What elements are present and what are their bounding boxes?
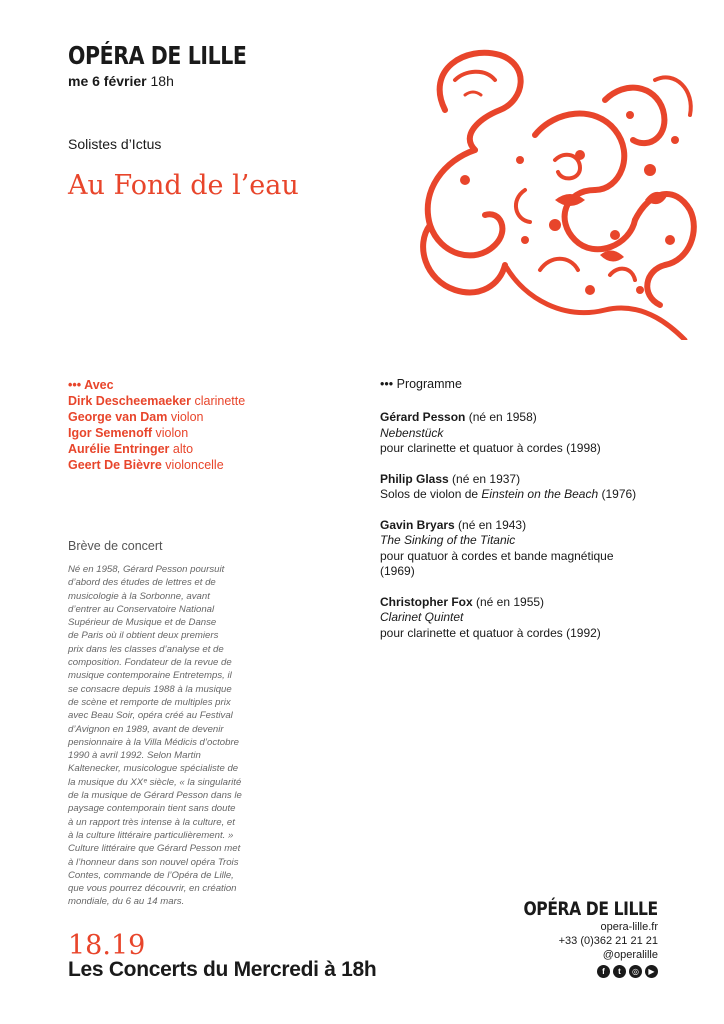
performer-list [68,393,245,473]
concert-title: Au Fond de l’eau [68,170,299,201]
performer-name: George van Dam [68,410,168,424]
performer-name: Aurélie Entringer [68,442,170,456]
phone-number: +33 (0)362 21 21 21 [558,935,658,947]
ornamental-illustration [405,40,705,340]
instagram-icon[interactable]: ◎ [629,965,642,978]
work-heading [380,410,680,426]
composer-dates: (né en 1943) [454,517,527,532]
breve-line: Kaltenecker, musicologue spécialiste de [68,763,239,775]
work-title: Clarinet Quintet [380,610,464,624]
performers-label: ••• Avec [68,378,114,392]
performer-row [68,409,245,425]
breve-line: pensionnaire à la Villa Médicis d’octobre [68,736,240,748]
breve-line: se consacre depuis 1988 à la musique [68,683,232,695]
breve-line: 1990 à avril 1992. Selon Martin [68,750,201,762]
programme-list [380,410,680,656]
work-title: The Sinking of the Titanic [380,533,516,547]
performer-instrument: clarinette [194,394,246,408]
breve-line: de la musique de Gérard Pesson dans le [68,790,242,802]
work-heading [380,472,680,488]
performer-row [68,425,245,441]
programme-work [380,518,680,580]
breve-line: avec Beau Soir, opéra créé au Festival [68,710,233,722]
work-title: Einstein on the Beach [481,487,599,501]
composer-dates: (né en 1955) [472,594,545,609]
breve-line: composition. Fondateur de la revue de [68,657,232,669]
performer-instrument: violon [170,410,204,424]
programme-work [380,472,680,503]
composer-name: Gérard Pesson [380,410,466,424]
brand-logo-bottom: OPÉRA DE LILLE [523,898,658,920]
breve-line: à un rapport très intense à la culture, et [68,816,235,828]
breve-text [68,563,268,909]
breve-line: mondiale, du 6 au 14 mars. [68,896,185,908]
performer-name: Dirk Descheemaeker [68,394,191,408]
composer-dates: (né en 1958) [465,410,537,424]
breve-line: paysage contemporain tient sans doute [68,803,236,815]
footer-contact [494,898,658,978]
performer-name: Igor Semenoff [68,426,153,440]
composer-name: Christopher Fox [380,594,473,609]
breve-line: Né en 1958, Gérard Pesson poursuit [68,564,225,575]
youtube-icon[interactable]: ▶ [645,965,658,978]
breve-line: musique contemporaine Entretemps, il [68,670,232,682]
work-detail: pour quatuor à cordes et bande magnétique [380,548,614,563]
breve-line: la musique du XXᵉ siècle, « la singularité [68,776,242,788]
breve-line: à la culture littéraire particulièrement. » [68,829,234,841]
breve-line: prix dans les classes d’analyse et de [68,643,224,655]
composer-name: Gavin Bryars [380,517,455,532]
event-day: me 6 février [68,73,147,89]
breve-line: Culture littéraire que Gérard Pesson met [68,843,241,855]
work-heading [380,518,680,534]
programme-label: ••• Programme [380,377,462,391]
breve-line: d’Avignon en 1989, avant de devenir [68,723,224,735]
performer-row [68,441,245,457]
breve-line: Supérieur de Musique et de Danse [68,617,217,629]
social-handle: @operalille [602,949,658,961]
performer-name: Geert De Bièvre [68,458,162,472]
performers-section [68,377,245,473]
breve-line: musicologie à la Sorbonne, avant [68,590,210,602]
programme-work [380,410,680,457]
work-year: (1976) [598,487,637,501]
brand-logo-top: OPÉRA DE LILLE [68,41,247,70]
twitter-icon[interactable]: t [613,965,626,978]
breve-line: à l’honneur dans son nouvel opéra Trois [68,856,239,868]
composer-dates: (né en 1937) [448,471,521,486]
programme-work [380,595,680,642]
composer-name: Philip Glass [380,471,449,486]
work-heading [380,595,680,611]
series-title: Les Concerts du Mercredi à 18h [68,958,377,981]
breve-line: d’entrer au Conservatoire National [68,603,215,615]
breve-line: de scène et remporte de multiples prix [68,696,231,708]
season-label: 18.19 [68,930,146,961]
event-date [68,73,174,89]
breve-line: que vous pourrez découvrir, en création [68,883,237,895]
work-detail: pour clarinette et quatuor à cordes (1998) [380,441,601,455]
work-detail: (1969) [380,564,415,578]
performer-instrument: violoncelle [165,458,224,472]
performer-instrument: violon [155,426,189,440]
breve-title: Brève de concert [68,539,163,553]
event-time: 18h [150,73,174,89]
breve-line: d’abord des études de lettres et de [68,577,216,589]
performer-row [68,457,245,473]
work-detail-text: Solos de violon de [380,487,482,501]
performer-row [68,393,245,409]
work-title: Nebenstück [380,425,444,440]
performer-instrument: alto [172,442,194,456]
breve-line: Contes, commande de l’Opéra de Lille, [68,869,234,881]
work-detail: pour clarinette et quatuor à cordes (1992) [380,625,601,640]
website-link[interactable]: opera-lille.fr [600,921,658,933]
work-detail [380,487,680,503]
social-icons [494,965,658,978]
facebook-icon[interactable]: f [597,965,610,978]
breve-line: de Paris où il obtient deux premiers [68,630,219,642]
ensemble-name: Solistes d’Ictus [68,136,162,152]
